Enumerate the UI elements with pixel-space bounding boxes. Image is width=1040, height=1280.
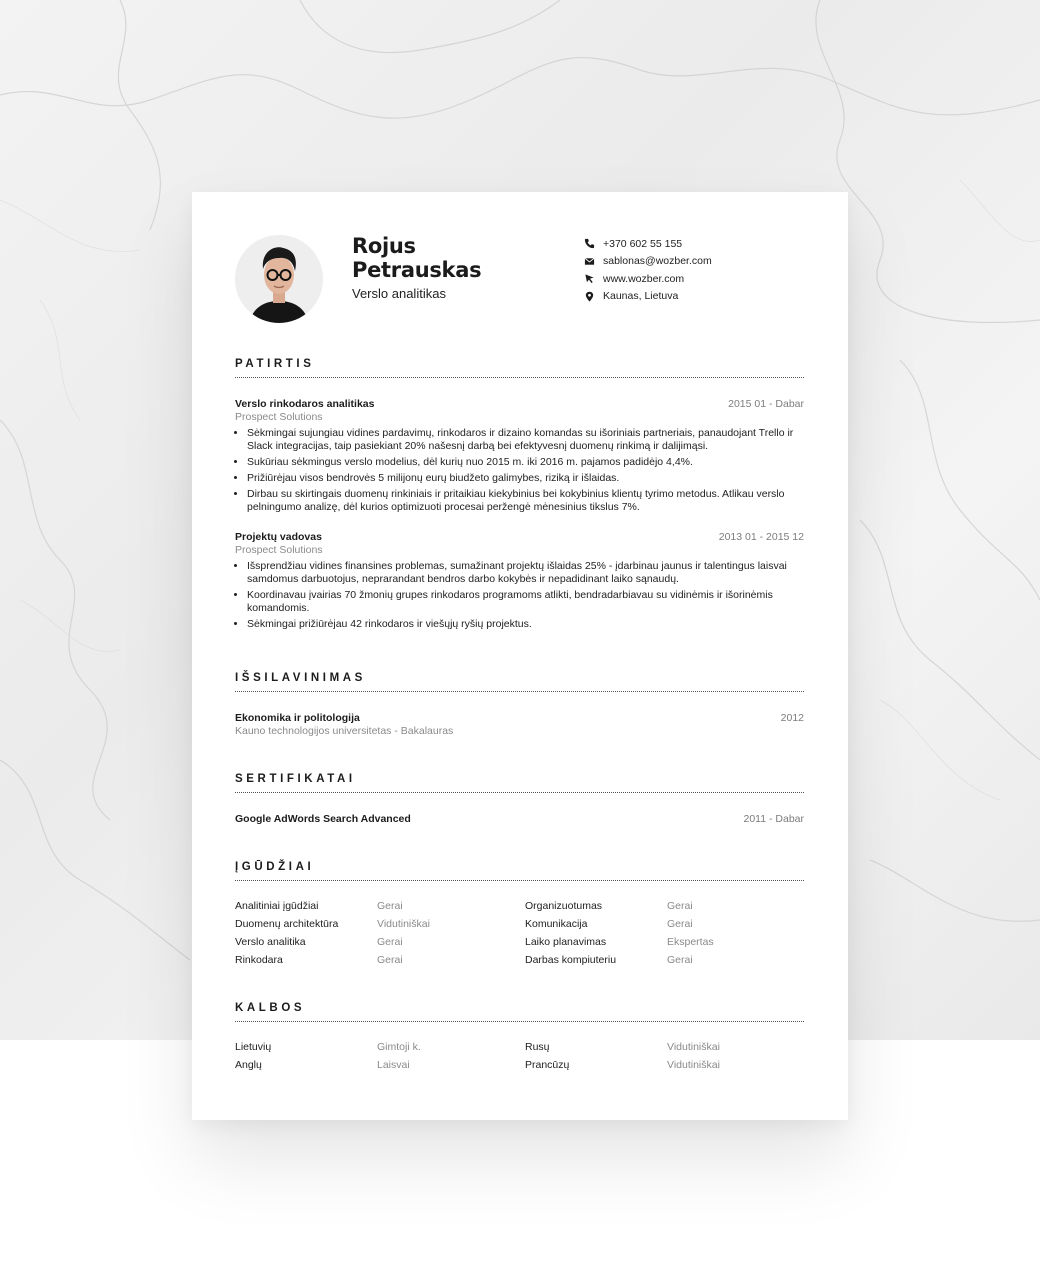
education-entry <box>235 712 804 738</box>
certificates-section <box>235 773 804 826</box>
degree-name: Ekonomika ir politologija <box>235 712 360 724</box>
full-name <box>352 234 552 282</box>
language-name: Prancūzų <box>525 1059 570 1071</box>
location-pin-icon <box>584 291 595 302</box>
skill-row <box>235 936 804 954</box>
skill-level: Gerai <box>377 936 403 948</box>
skill-level: Gerai <box>377 954 403 966</box>
education-section <box>235 672 804 738</box>
avatar <box>235 235 323 323</box>
list-item: • Išsprendžiau vidines finansines problemas, sumažinant projektų išlaidas 25% - įdarbinau jaunus ir talentingus laisvai samdomus darbuotojus, neprarandant bendros darbo kokybės ir nepadidinant laiko sąnaudų. <box>247 560 804 586</box>
skill-level: Ekspertas <box>667 936 714 948</box>
section-title: KALBOS <box>235 1002 306 1014</box>
skills-section <box>235 861 804 972</box>
certificate-name: Google AdWords Search Advanced <box>235 813 411 825</box>
mail-icon <box>584 256 595 267</box>
first-name: Rojus <box>352 234 416 258</box>
list-item: • Sėkmingai prižiūrėjau 42 rinkodaros ir viešųjų ryšių projektus. <box>247 618 804 631</box>
job-entry <box>235 398 804 514</box>
email-text: sablonas@wozber.com <box>603 255 712 268</box>
skill-name: Rinkodara <box>235 954 283 966</box>
skill-level: Gerai <box>667 954 693 966</box>
skill-level: Gerai <box>377 900 403 912</box>
phone-text: +370 602 55 155 <box>603 237 683 250</box>
list-item: • Koordinavau įvairias 70 žmonių grupes rinkodaros programoms atlikti, bendradarbiavau su vidinėmis ir išorinėmis komandomis. <box>247 589 804 615</box>
job-entry <box>235 531 804 631</box>
languages-section <box>235 1002 804 1077</box>
section-divider <box>235 377 804 378</box>
language-level: Gimtoji k. <box>377 1041 421 1053</box>
job-title: Projektų vadovas <box>235 531 322 543</box>
skill-name: Komunikacija <box>525 918 588 930</box>
language-row <box>235 1059 804 1077</box>
company-name: Prospect Solutions <box>235 544 323 556</box>
experience-section <box>235 358 804 634</box>
list-item: • Dirbau su skirtingais duomenų rinkiniais ir pritaikiau kiekybinius bei kokybinius klientų tyrimo metodus. Atlikau verslo pelningumo analizę, dėl kurios optimizuoti procesai peržengė mėnesinius tikslus 7%. <box>247 488 804 514</box>
list-item: • Sukūriau sėkmingus verslo modelius, dėl kurių nuo 2015 m. iki 2016 m. pajamos padidėjo 4,4%. <box>247 456 804 469</box>
contact-email[interactable] <box>584 253 712 271</box>
profile-photo-illustration <box>235 235 323 323</box>
language-level: Vidutiniškai <box>667 1041 720 1053</box>
skill-level: Gerai <box>667 900 693 912</box>
language-level: Laisvai <box>377 1059 410 1071</box>
section-divider <box>235 880 804 881</box>
job-role: Verslo analitikas <box>352 286 446 301</box>
skill-name: Duomenų architektūra <box>235 918 339 930</box>
contact-phone[interactable] <box>584 235 712 253</box>
section-divider <box>235 691 804 692</box>
skill-name: Laiko planavimas <box>525 936 607 948</box>
job-bullets <box>235 427 804 514</box>
school-name: Kauno technologijos universitetas - Bakalauras <box>235 725 454 737</box>
phone-icon <box>584 238 595 249</box>
section-title: SERTIFIKATAI <box>235 773 356 785</box>
skill-row <box>235 954 804 972</box>
skills-grid <box>235 900 804 972</box>
certificate-entry <box>235 813 804 826</box>
language-row <box>235 1041 804 1059</box>
location-text: Kaunas, Lietuva <box>603 290 679 303</box>
education-year: 2012 <box>780 712 804 724</box>
skill-level: Gerai <box>667 918 693 930</box>
last-name: Petrauskas <box>352 258 482 282</box>
section-divider <box>235 792 804 793</box>
section-title: IŠSILAVINIMAS <box>235 672 366 684</box>
languages-grid <box>235 1041 804 1077</box>
website-text: www.wozber.com <box>603 272 685 285</box>
resume-page <box>192 192 848 1120</box>
contact-location <box>584 288 712 306</box>
section-title: PATIRTIS <box>235 358 315 370</box>
language-name: Lietuvių <box>235 1041 272 1053</box>
cursor-icon <box>584 273 595 284</box>
job-bullets <box>235 560 804 631</box>
skill-name: Organizuotumas <box>525 900 603 912</box>
skill-name: Darbas kompiuteriu <box>525 954 617 966</box>
language-level: Vidutiniškai <box>667 1059 720 1071</box>
skill-name: Verslo analitika <box>235 936 306 948</box>
skill-row <box>235 900 804 918</box>
language-name: Rusų <box>525 1041 550 1053</box>
skill-level: Vidutiniškai <box>377 918 430 930</box>
skill-name: Analitiniai įgūdžiai <box>235 900 319 912</box>
language-name: Anglų <box>235 1059 262 1071</box>
company-name: Prospect Solutions <box>235 411 323 423</box>
section-title: ĮGŪDŽIAI <box>235 861 315 873</box>
list-item: • Prižiūrėjau visos bendrovės 5 milijonų eurų biudžeto galimybes, riziką ir išlaidas. <box>247 472 804 485</box>
contact-website[interactable] <box>584 270 712 288</box>
section-divider <box>235 1021 804 1022</box>
certificate-dates: 2011 - Dabar <box>743 813 804 825</box>
job-dates: 2015 01 - Dabar <box>728 398 804 410</box>
job-dates: 2013 01 - 2015 12 <box>718 531 804 543</box>
contact-list <box>584 235 712 305</box>
skill-row <box>235 918 804 936</box>
list-item: • Sėkmingai sujungiau vidines pardavimų, rinkodaros ir dizaino komandas su išoriniais partneriais, panaudojant Trello ir Slack integracijas, taip pasiekiant 20% našesnį darbą bei efektyvesnį duomenų rinkimą ir dalijimąsi. <box>247 427 804 453</box>
job-title: Verslo rinkodaros analitikas <box>235 398 375 410</box>
